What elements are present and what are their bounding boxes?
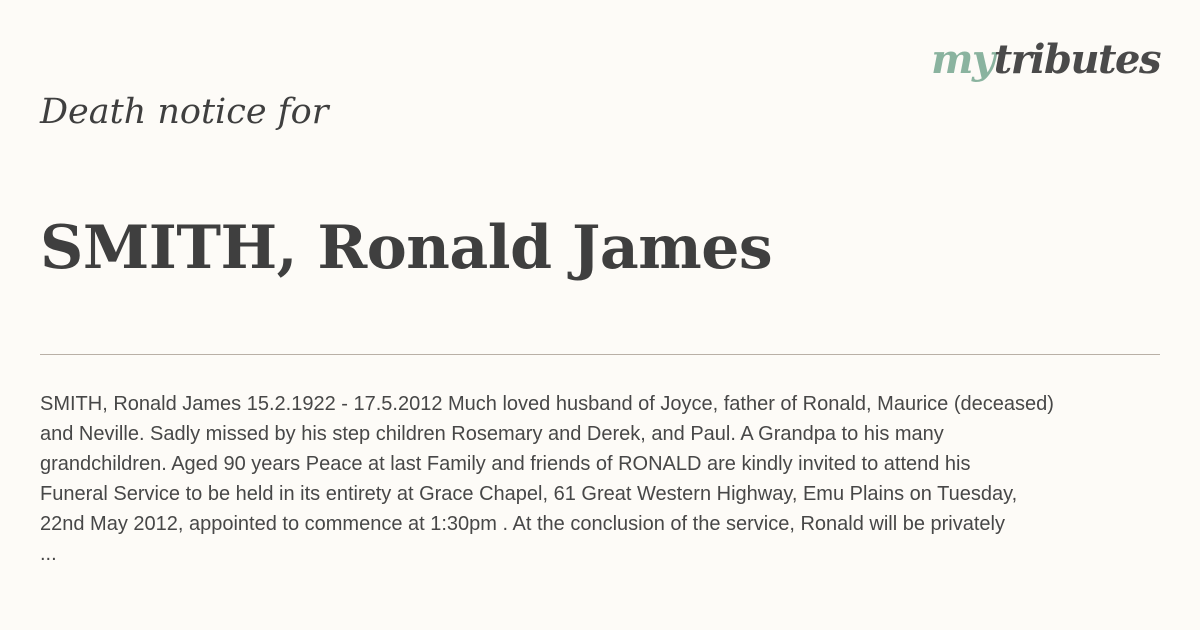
notice-label: Death notice for [40,92,329,132]
excerpt-ellipsis: ... [40,543,57,565]
excerpt-line: Funeral Service to be held in its entirety at Grace Chapel, 61 Great Western Highway, Emu Plains on Tuesday, [40,483,1018,505]
mytributes-logo [931,34,1160,86]
excerpt-line: 22nd May 2012, appointed to commence at 1:30pm . At the conclusion of the service, Ronald will be privately [40,513,1005,535]
deceased-name: SMITH, Ronald James [40,213,773,283]
excerpt-line: grandchildren. Aged 90 years Peace at last Family and friends of RONALD are kindly invited to attend his [40,453,971,475]
excerpt-line: SMITH, Ronald James 15.2.1922 - 17.5.2012 Much loved husband of Joyce, father of Ronald, Maurice (deceased) [40,393,1054,415]
logo-tributes-text: tributes [993,36,1160,83]
divider [40,354,1160,355]
excerpt-line: and Neville. Sadly missed by his step children Rosemary and Derek, and Paul. A Grandpa to his many [40,423,944,445]
notice-excerpt [40,389,1160,569]
logo-my-text: my [931,36,994,83]
